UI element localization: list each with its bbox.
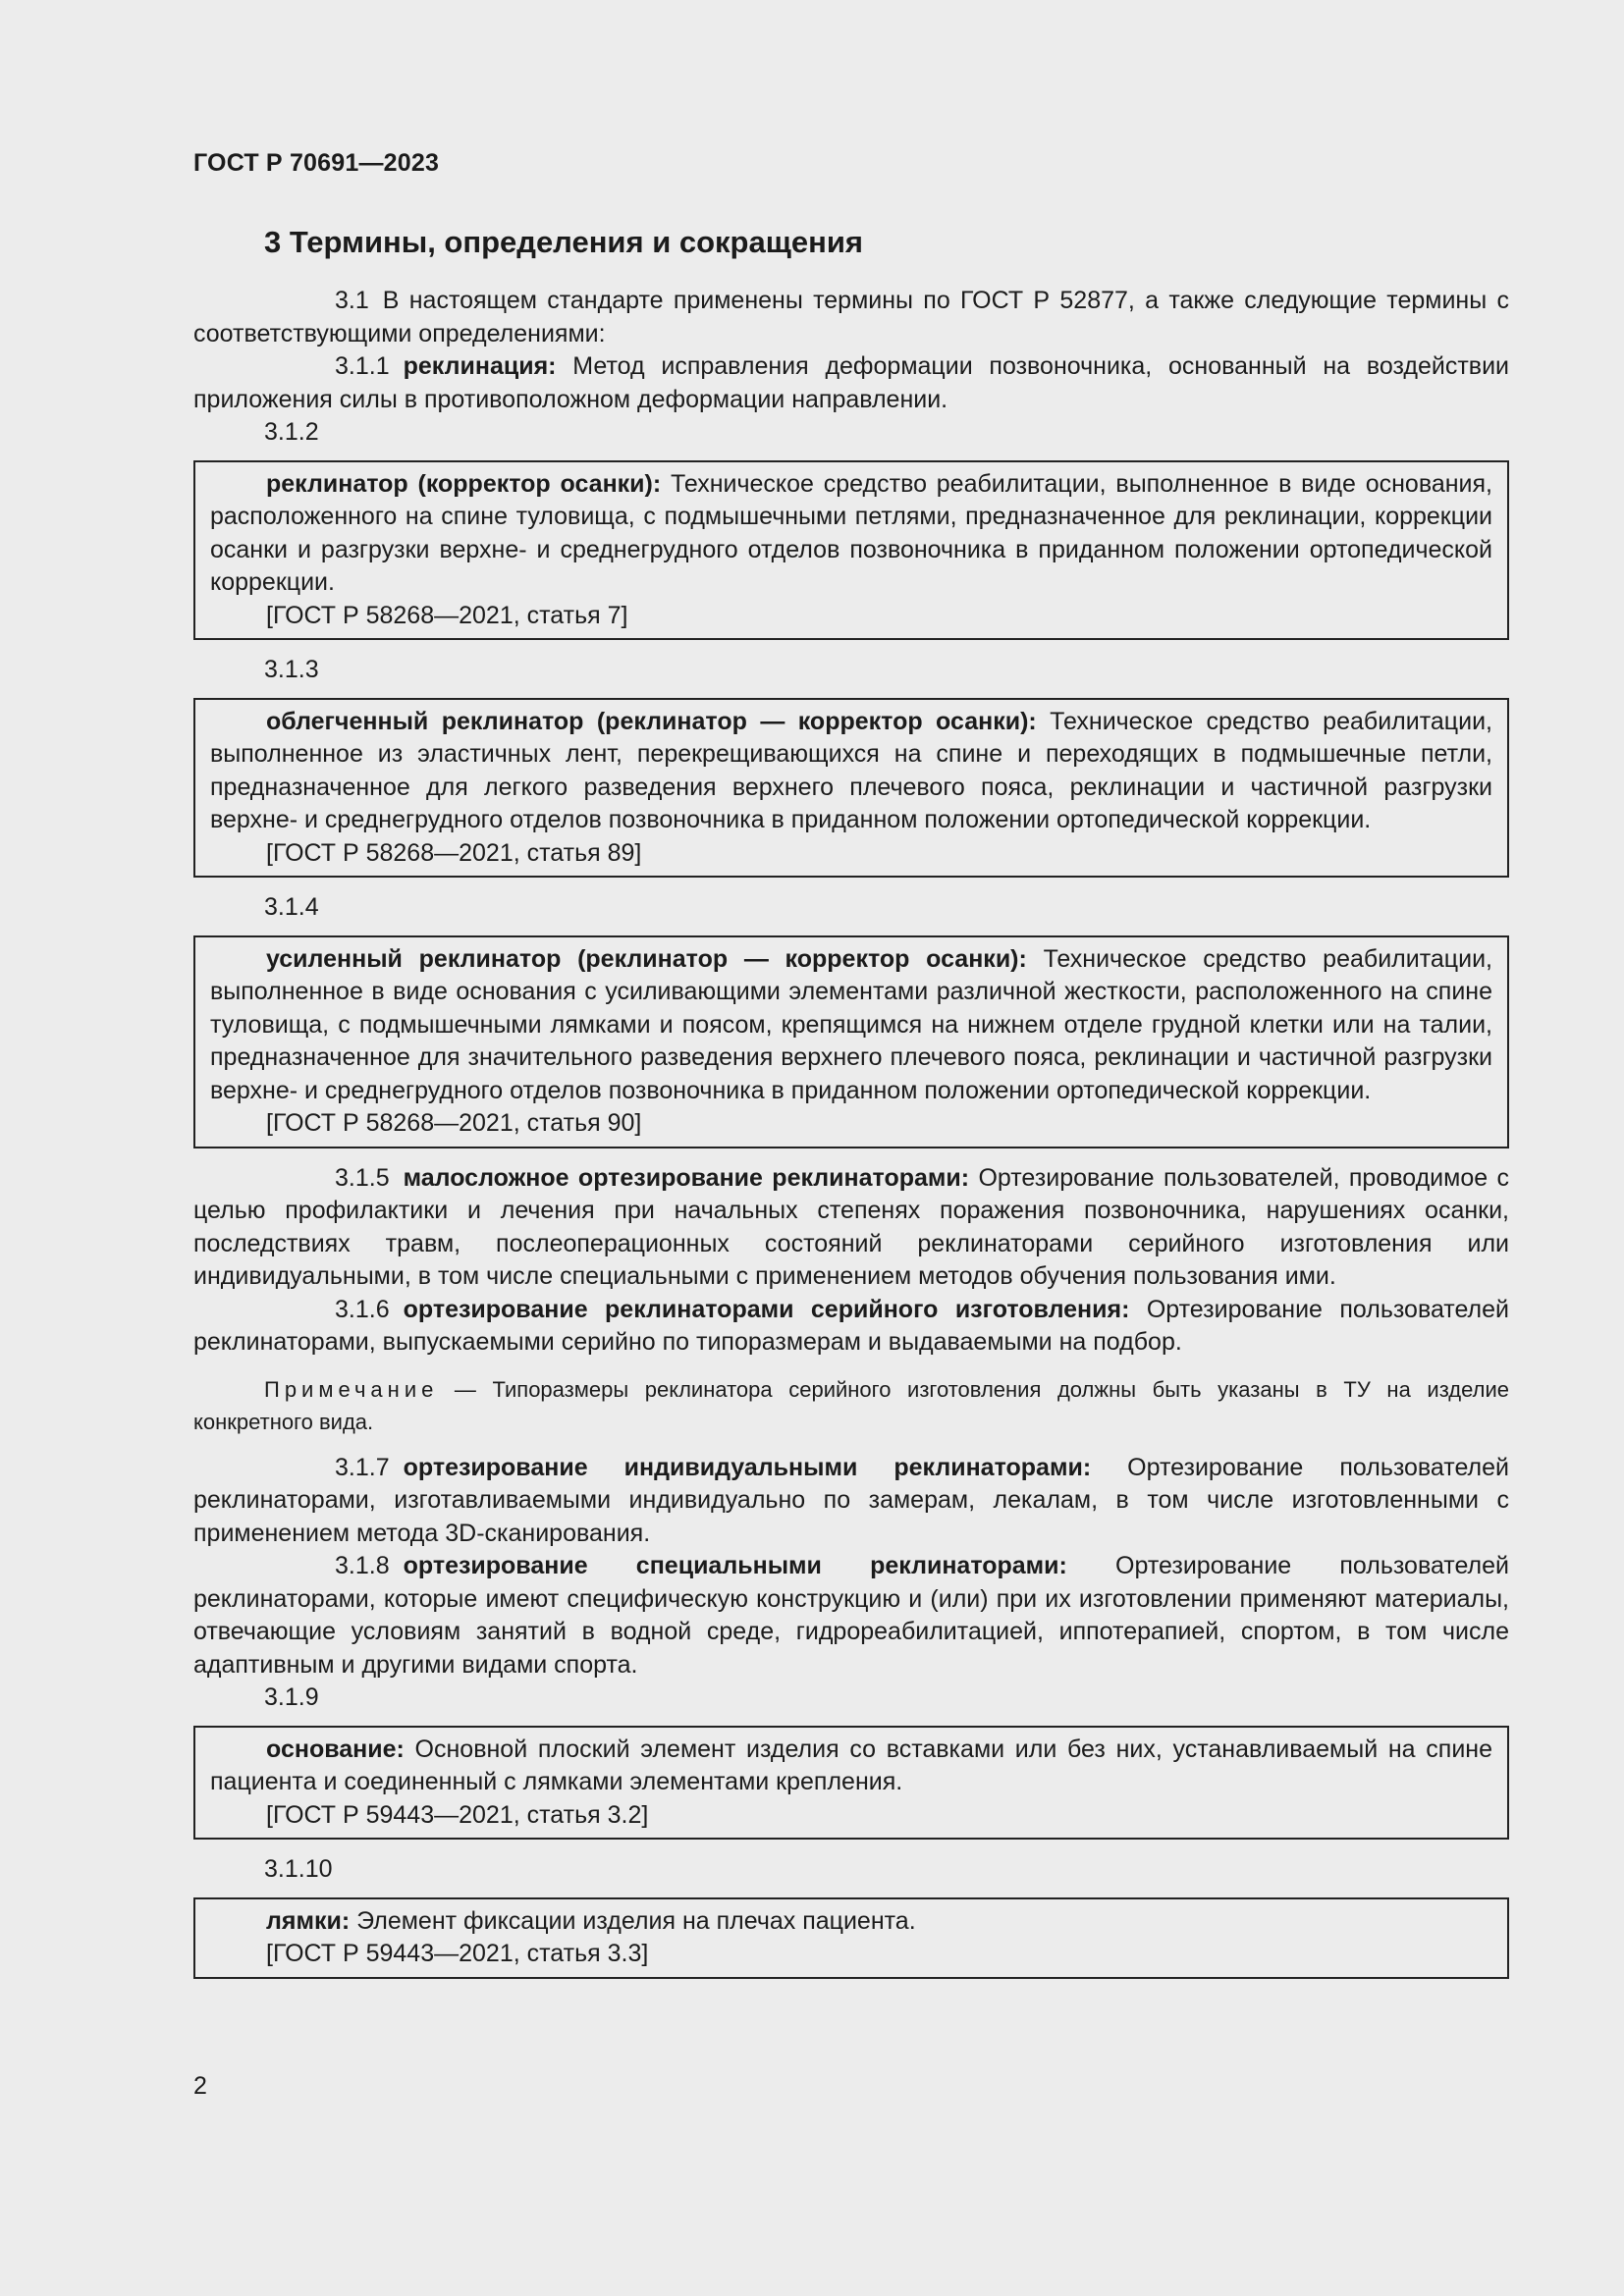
page-number: 2	[193, 2072, 207, 2100]
clause-number-3-1-9: 3.1.9	[264, 1683, 319, 1711]
term-box-3-1-3	[193, 698, 1509, 879]
term-box-3-1-4	[193, 935, 1509, 1148]
term-3-1-10	[210, 1905, 1492, 1939]
intro-paragraph	[193, 285, 1509, 350]
term-definition: Ортезирование пользователей реклинаторами, которые имеют специфическую конструкцию и (или) при их изготовлении применяют материалы, отвечающие условиям занятий в водной среде, гидрореабилитацией, иппотерапией, спортом, в том числе адаптивным и другими видами спорта.	[193, 1552, 1509, 1679]
term-source-ref: [ГОСТ Р 58268—2021, статья 7]	[266, 601, 628, 629]
term-source-ref: [ГОСТ Р 58268—2021, статья 89]	[266, 838, 642, 867]
clause-number-3-1-4: 3.1.4	[264, 893, 319, 921]
term-name: ортезирование реклинаторами серийного изготовления:	[403, 1295, 1130, 1323]
term-3-1-4	[210, 943, 1492, 1108]
clause-number: 3.1	[335, 287, 369, 314]
term-source-ref: [ГОСТ Р 59443—2021, статья 3.2]	[266, 1800, 649, 1829]
term-name: малосложное ортезирование реклинаторами:	[403, 1163, 970, 1192]
term-3-1-2	[210, 468, 1492, 600]
term-definition: Ортезирование пользователей, проводимое с целью профилактики и лечения при начальных степенях поражения позвоночника, нарушениях осанки, последствиях травм, послеоперационных состояний реклинаторами серийного изготовления или индивидуальными, в том числе специальными с применением методов обучения пользования ими.	[193, 1163, 1509, 1290]
clause-number-3-1-2: 3.1.2	[264, 418, 319, 446]
term-3-1-3	[210, 706, 1492, 837]
term-box-3-1-9	[193, 1726, 1509, 1841]
term-name: реклинация:	[403, 352, 557, 380]
term-definition: Основной плоский элемент изделия со вставками или без них, устанавливаемый на спине пациента и соединенный с лямками элементами крепления.	[210, 1735, 1492, 1795]
clause-number-3-1-10: 3.1.10	[264, 1855, 333, 1883]
clause-number: 3.1.8	[335, 1552, 390, 1579]
term-source-ref: [ГОСТ Р 59443—2021, статья 3.3]	[266, 1940, 649, 1967]
note-paragraph	[193, 1373, 1509, 1438]
term-definition: Техническое средство реабилитации, выполненное в виде основания, расположенного на спине туловища, с подмышечными петлями, предназначенное для реклинации, коррекции осанки и разгрузки верхне- и среднегрудного отделов позвоночника в приданном положении ортопедической коррекции.	[210, 469, 1492, 596]
term-3-1-1	[193, 350, 1509, 416]
term-3-1-6	[193, 1294, 1509, 1360]
term-definition: Техническое средство реабилитации, выполненное из эластичных лент, перекрещивающихся на спине и переходящих в подмышечные петли, предназначенное для легкого разведения верхнего плечевого пояса, реклинации и частичной разгрузки верхне- и среднегрудного отделов позвоночника в приданном положении ортопедической коррекции.	[210, 707, 1492, 833]
clause-number: 3.1.1	[335, 352, 390, 380]
term-name: ортезирование специальными реклинаторами:	[403, 1552, 1067, 1579]
term-name: реклинатор (корректор осанки):	[266, 469, 662, 498]
document-number-header: ГОСТ Р 70691—2023	[193, 149, 440, 177]
term-name: облегченный реклинатор (реклинатор — корректор осанки):	[266, 707, 1037, 735]
term-box-3-1-2	[193, 460, 1509, 641]
term-3-1-5	[193, 1162, 1509, 1294]
clause-number-3-1-3: 3.1.3	[264, 656, 319, 683]
term-name: ортезирование индивидуальными реклинаторами:	[403, 1453, 1092, 1481]
term-3-1-7	[193, 1452, 1509, 1551]
section-title: 3 Термины, определения и сокращения	[264, 225, 863, 259]
term-name: основание:	[266, 1735, 405, 1763]
term-definition: Элемент фиксации изделия на плечах пациента.	[350, 1906, 916, 1935]
term-3-1-8	[193, 1550, 1509, 1682]
intro-text: В настоящем стандарте применены термины по ГОСТ Р 52877, а также следующие термины с соответствующими определениями:	[193, 287, 1509, 347]
clause-number: 3.1.5	[335, 1163, 390, 1192]
term-source-ref: [ГОСТ Р 58268—2021, статья 90]	[266, 1109, 642, 1137]
note-label: Примечание	[264, 1376, 439, 1402]
term-box-3-1-10	[193, 1897, 1509, 1979]
clause-number: 3.1.6	[335, 1295, 390, 1323]
term-name: усиленный реклинатор (реклинатор — корректор осанки):	[266, 944, 1027, 973]
term-definition: Метод исправления деформации позвоночника, основанный на воздействии приложения силы в противоположном деформации направлении.	[193, 352, 1509, 413]
clause-number: 3.1.7	[335, 1453, 390, 1481]
term-definition: Ортезирование пользователей реклинаторами, изготавливаемыми индивидуально по замерам, лекалам, в том числе изготовленными с применением метода 3D-сканирования.	[193, 1453, 1509, 1547]
terms-body	[193, 285, 1509, 1993]
term-definition: Ортезирование пользователей реклинаторами, выпускаемыми серийно по типоразмерам и выдаваемыми на подбор.	[193, 1295, 1509, 1356]
term-name: лямки:	[266, 1906, 351, 1935]
note-text: — Типоразмеры реклинатора серийного изготовления должны быть указаны в ТУ на изделие конкретного вида.	[193, 1376, 1509, 1434]
term-3-1-9	[210, 1734, 1492, 1799]
term-definition: Техническое средство реабилитации, выполненное в виде основания с усиливающими элементами различной жесткости, расположенного на спине туловища, с подмышечными лямками и поясом, крепящимся на нижнем отделе грудной клетки или на талии, предназначенное для значительного разведения верхнего плечевого пояса, реклинации и частичной разгрузки верхне- и среднегрудного отделов позвоночника в приданном положении ортопедической коррекции.	[210, 944, 1492, 1104]
